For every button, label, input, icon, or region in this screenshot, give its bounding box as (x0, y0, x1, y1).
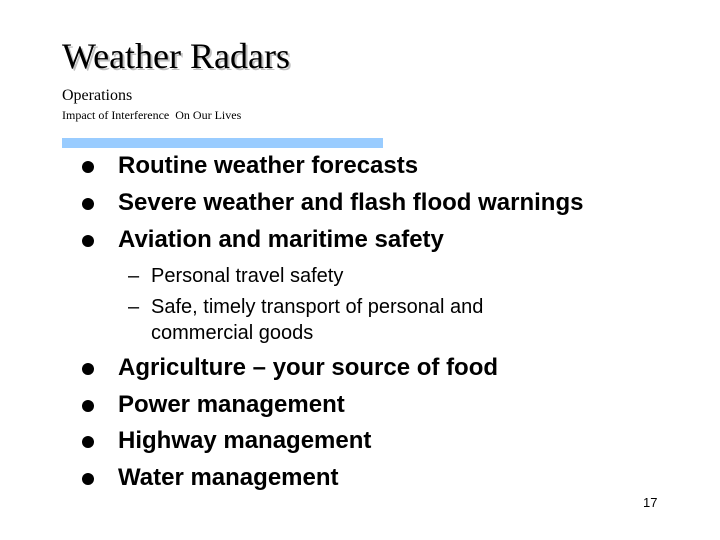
sub-bullet-dash: – (128, 265, 140, 287)
sub-bullet-text: Personal travel safety (151, 265, 344, 287)
bullet-text: Routine weather forecasts (118, 152, 419, 179)
bullet-dot-icon (82, 400, 94, 412)
bullet-text: Power management (118, 391, 345, 418)
bullet-dot-icon (82, 436, 94, 448)
bullet-dot-icon (82, 363, 94, 375)
slide-subtitle: Operations (62, 87, 133, 104)
bullet-dot-icon (82, 235, 94, 247)
slide-title: Weather Radars (62, 36, 290, 76)
sub-bullet-text: commercial goods (151, 322, 314, 344)
sub-bullet-dash: – (128, 296, 140, 318)
bullet-text: Highway management (118, 427, 372, 454)
bullet-dot-icon (82, 161, 94, 173)
sub-bullet-text: Safe, timely transport of personal and (151, 296, 484, 318)
bullet-text: Severe weather and flash flood warnings (118, 189, 584, 216)
page-number: 17 (643, 495, 658, 510)
bullet-text: Water management (118, 464, 339, 491)
title-rule (62, 138, 383, 148)
bullet-dot-icon (82, 198, 94, 210)
slide-subsubtitle: Impact of Interference On Our Lives (62, 108, 242, 122)
bullet-text: Agriculture – your source of food (118, 354, 499, 381)
bullet-dot-icon (82, 473, 94, 485)
bullet-text: Aviation and maritime safety (118, 226, 444, 253)
